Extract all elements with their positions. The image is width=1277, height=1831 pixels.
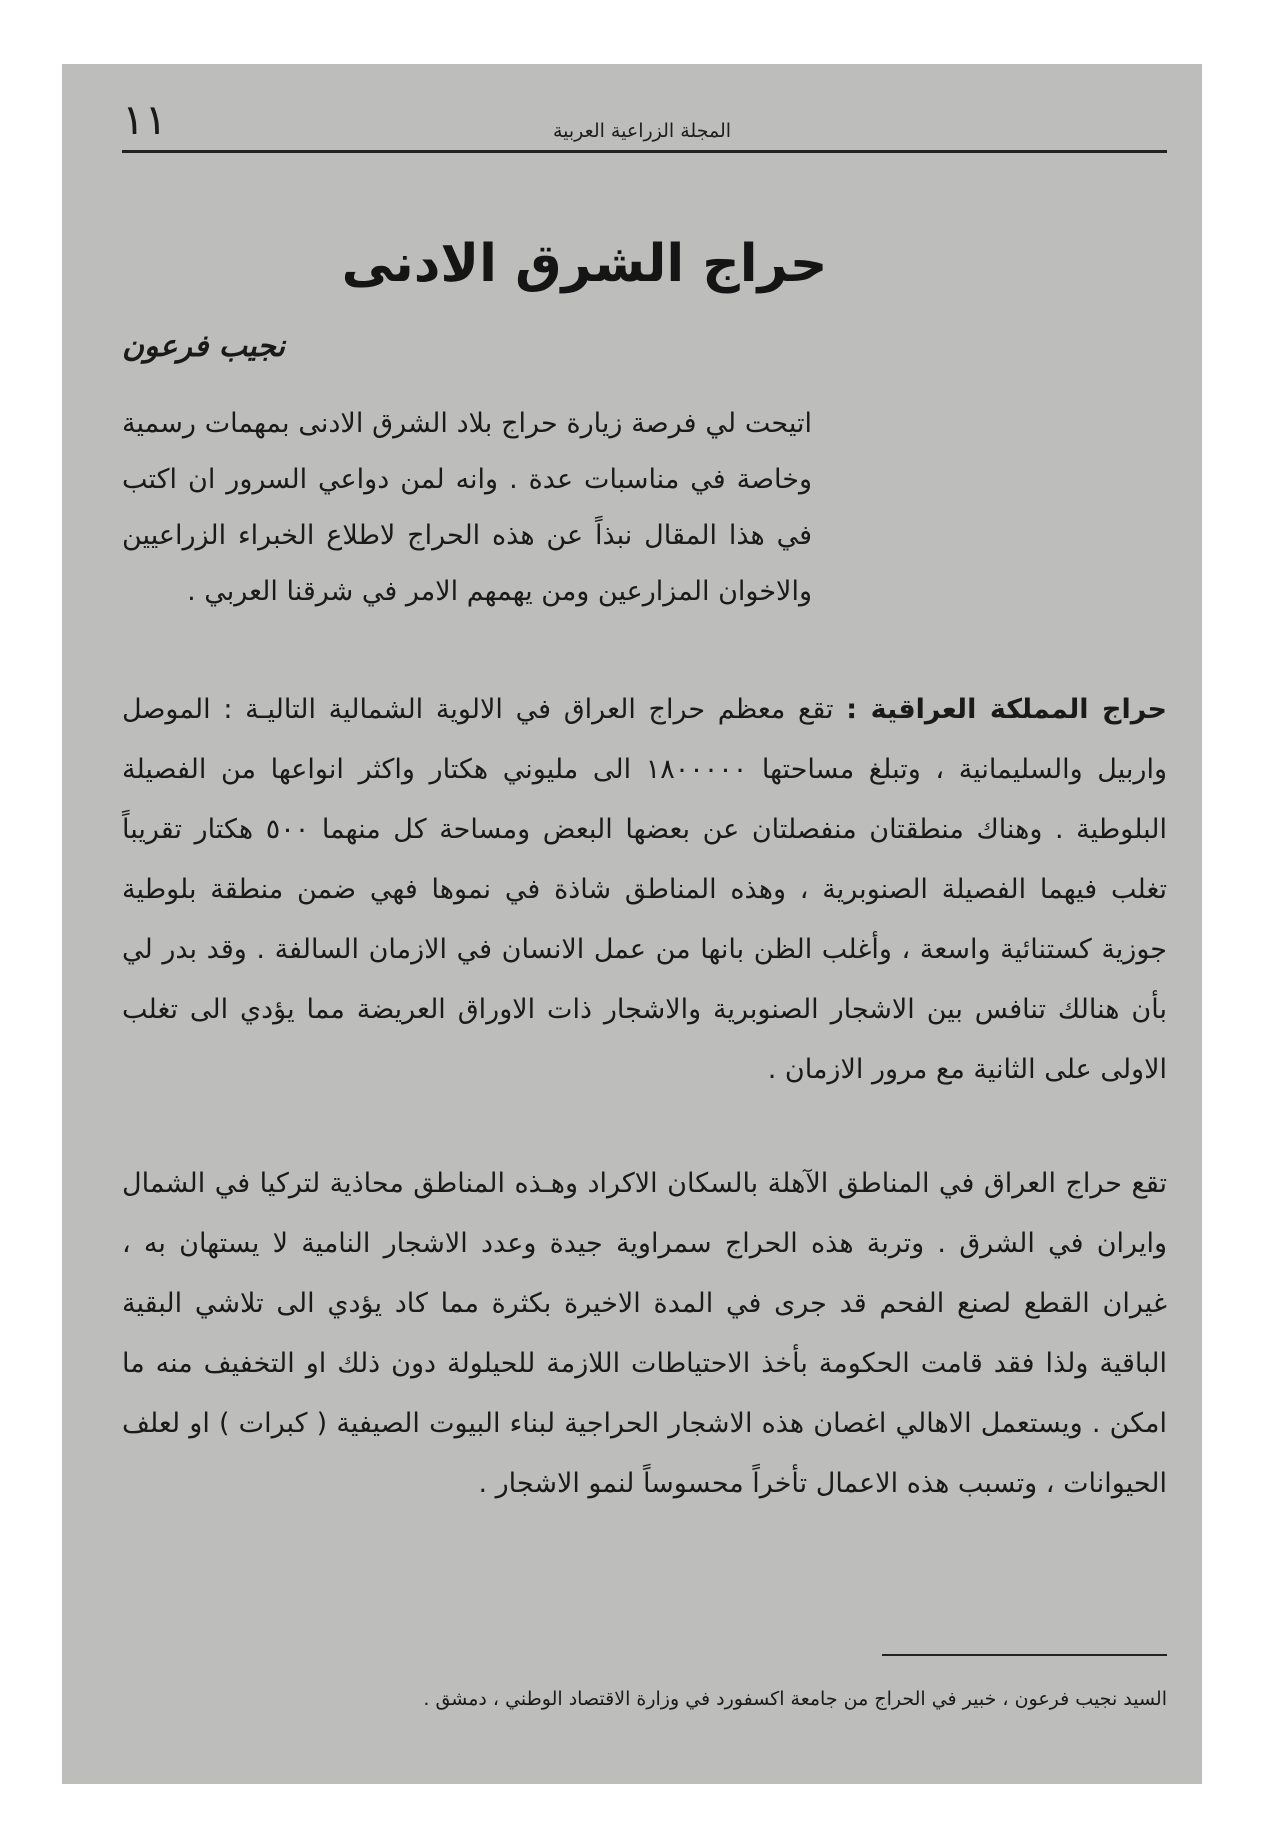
page-header <box>122 95 1167 153</box>
article-author: نجيب فرعون <box>122 329 285 364</box>
body-paragraph-1-text: تقع معظم حراج العراق في الالوية الشمالية التاليـة : الموصل واربيل والسليمانية ، وتبلغ مساحتها ١٨٠٠٠٠٠ الى مليوني هكتار واكثر انواعها من الفصيلة البلوطية . وهناك منطقتان منفصلتان عن بعضها البعض ومساحة كل منهما ٥٠٠ هكتار تقريباً تغلب فيهما الفصيلة الصنوبرية ، وهذه المناطق شاذة في نموها فهي ضمن منطقة بلوطية جوزية كستنائية واسعة ، وأغلب الظن بانها من عمل الانسان في الازمان السالفة . وقد بدر لي بأن هنالك تنافس بين الاشجار الصنوبرية والاشجار ذات الاوراق العريضة مما يؤدي الى تغلب الاولى على الثانية مع مرور الازمان . <box>122 694 1168 1085</box>
page-number: ١١ <box>122 95 168 144</box>
body-paragraph-1 <box>122 680 1167 1100</box>
body-paragraph-2: تقع حراج العراق في المناطق الآهلة بالسكان الاكراد وهـذه المناطق محاذية لتركيا في الشمال وايران في الشرق . وتربة هذه الحراج سمراوية جيدة وعدد الاشجار النامية لا يستهان به ، غيران القطع لصنع الفحم قد جرى في المدة الاخيرة بكثرة مما كاد يؤدي الى تلاشي البقية الباقية ولذا فقد قامت الحكومة بأخذ الاحتياطات اللازمة للحيلولة دون ذلك او التخفيف منه ما امكن . ويستعمل الاهالي اغصان هذه الاشجار الحراجية لبناء البيوت الصيفية ( كبرات ) او لعلف الحيوانات ، وتسبب هذه الاعمال تأخراً محسوساً لنمو الاشجار . <box>122 1168 1167 1499</box>
intro-paragraph: اتيحت لي فرصة زيارة حراج بلاد الشرق الادنى بمهمات رسمية وخاصة في مناسبات عدة . وانه لمن دواعي السرور ان اكتب في هذا المقال نبذاً عن هذه الحراج لاطلاع الخبراء الزراعيين والاخوان المزارعين ومن يهمهم الامر في شرقنا العربي . <box>122 408 812 607</box>
footnote-divider <box>882 1654 1167 1656</box>
article-title: حراج الشرق الادنى <box>341 234 828 294</box>
section-lead: حراج المملكة العراقية : <box>846 694 1167 725</box>
running-head: المجلة الزراعية العربية <box>552 120 732 142</box>
footnote: السيد نجيب فرعون ، خبير في الحراج من جامعة اكسفورد في وزارة الاقتصاد الوطني ، دمشق . <box>423 1688 1167 1710</box>
scanned-page <box>62 64 1202 1784</box>
